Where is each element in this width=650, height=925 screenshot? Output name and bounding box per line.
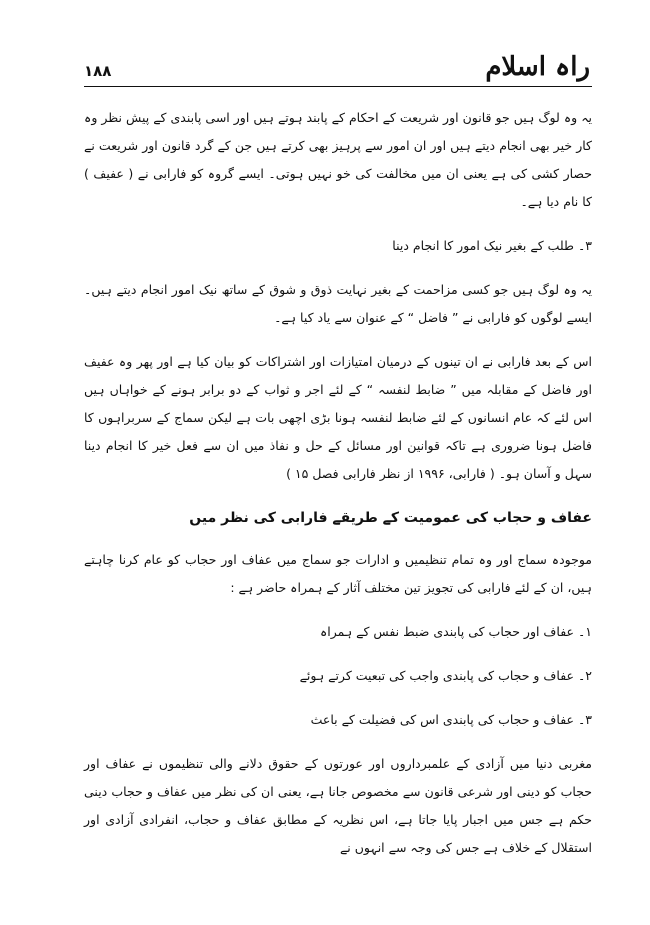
paragraph-2: یہ وہ لوگ ہیں جو کسی مزاحمت کے بغیر نہایت ذوق و شوق کے ساتھ نیک امور انجام دیتے ہیں۔ ایسے لوگوں کو فارابی نے ” فاضل “ کے عنوان سے یاد کیا ہے۔ (84, 282, 592, 325)
page-header (84, 52, 590, 88)
list-item-1: ۱۔ عفاف اور حجاب کی پابندی ضبط نفس کے ہمراہ (319, 624, 592, 639)
list-item-3: ۳۔ عفاف و حجاب کی پابندی اس کی فضیلت کے باعث (310, 712, 592, 727)
page-body (84, 104, 592, 878)
header-rule (84, 86, 592, 87)
paragraph-1: یہ وہ لوگ ہیں جو قانون اور شریعت کے احکام کے پابند ہوتے ہیں اور اسی پابندی کے پیش نظر وہ کار خیر بھی انجام دیتے ہیں اور ان امور سے پرہیز بھی کرتے ہیں جن کے گرد قانون اور شریعت نے حصار کشی کی ہے یعنی ان میں مخالفت کی خو نہیں ہوتی۔ ایسے گروہ کو فارابی نے ( عفیف ) کا نام دیا ہے۔ (84, 110, 592, 209)
running-title: راہ اسلام (485, 52, 590, 82)
section-heading: عفاف و حجاب کی عمومیت کے طریقے فارابی کی نظر میں (189, 510, 592, 526)
page-number: ۱۸۸ (84, 62, 112, 80)
paragraph-4: موجودہ سماج اور وہ تمام تنظیمیں و ادارات جو سماج میں عفاف اور حجاب کو عام کرنا چاہتے ہیں، ان کے لئے فارابی کی تجویز تین مختلف آثار کے ہمراہ حاضر ہے : (84, 552, 592, 595)
paragraph-3: اس کے بعد فارابی نے ان تینوں کے درمیان امتیازات اور اشتراکات کو بیان کیا ہے اور پھر وہ عفیف اور فاضل کے مقابلہ میں ” ضابط لنفسہ “ کے لئے اجر و ثواب کے دو برابر ہونے کے خواہاں ہیں اس لئے کہ عام انسانوں کے لئے ضابط لنفسہ ہونا بڑی اچھی بات ہے لیکن سماج کے سربراہوں کا فاضل ہونا ضروری ہے تاکہ قوانین اور مسائل کے حل و نفاذ میں ان سے فعل خیر کا انجام دینا سہل و آسان ہو۔ ( فارابی، ۱۹۹۶ از نظر فارابی فصل ۱۵ ) (84, 354, 592, 481)
numbered-subheading-3: ۳۔ طلب کے بغیر نیک امور کا انجام دینا (392, 238, 592, 253)
list-item-2: ۲۔ عفاف و حجاب کی پابندی واجب کی تبعیت کرتے ہوئے (299, 668, 592, 683)
paragraph-5: مغربی دنیا میں آزادی کے علمبرداروں اور عورتوں کے حقوق دلانے والی تنظیموں نے عفاف اور حجاب کو دینی اور شرعی قانون سے مخصوص جانا ہے، یعنی ان کی نظر میں عفاف و حجاب دینی حکم ہے جس میں اجبار پایا جاتا ہے، اس نظریہ کے مطابق عفاف و حجاب، انفرادی آزادی اور استقلال کے خلاف ہے جس کی وجہ سے انہوں نے (84, 756, 592, 855)
